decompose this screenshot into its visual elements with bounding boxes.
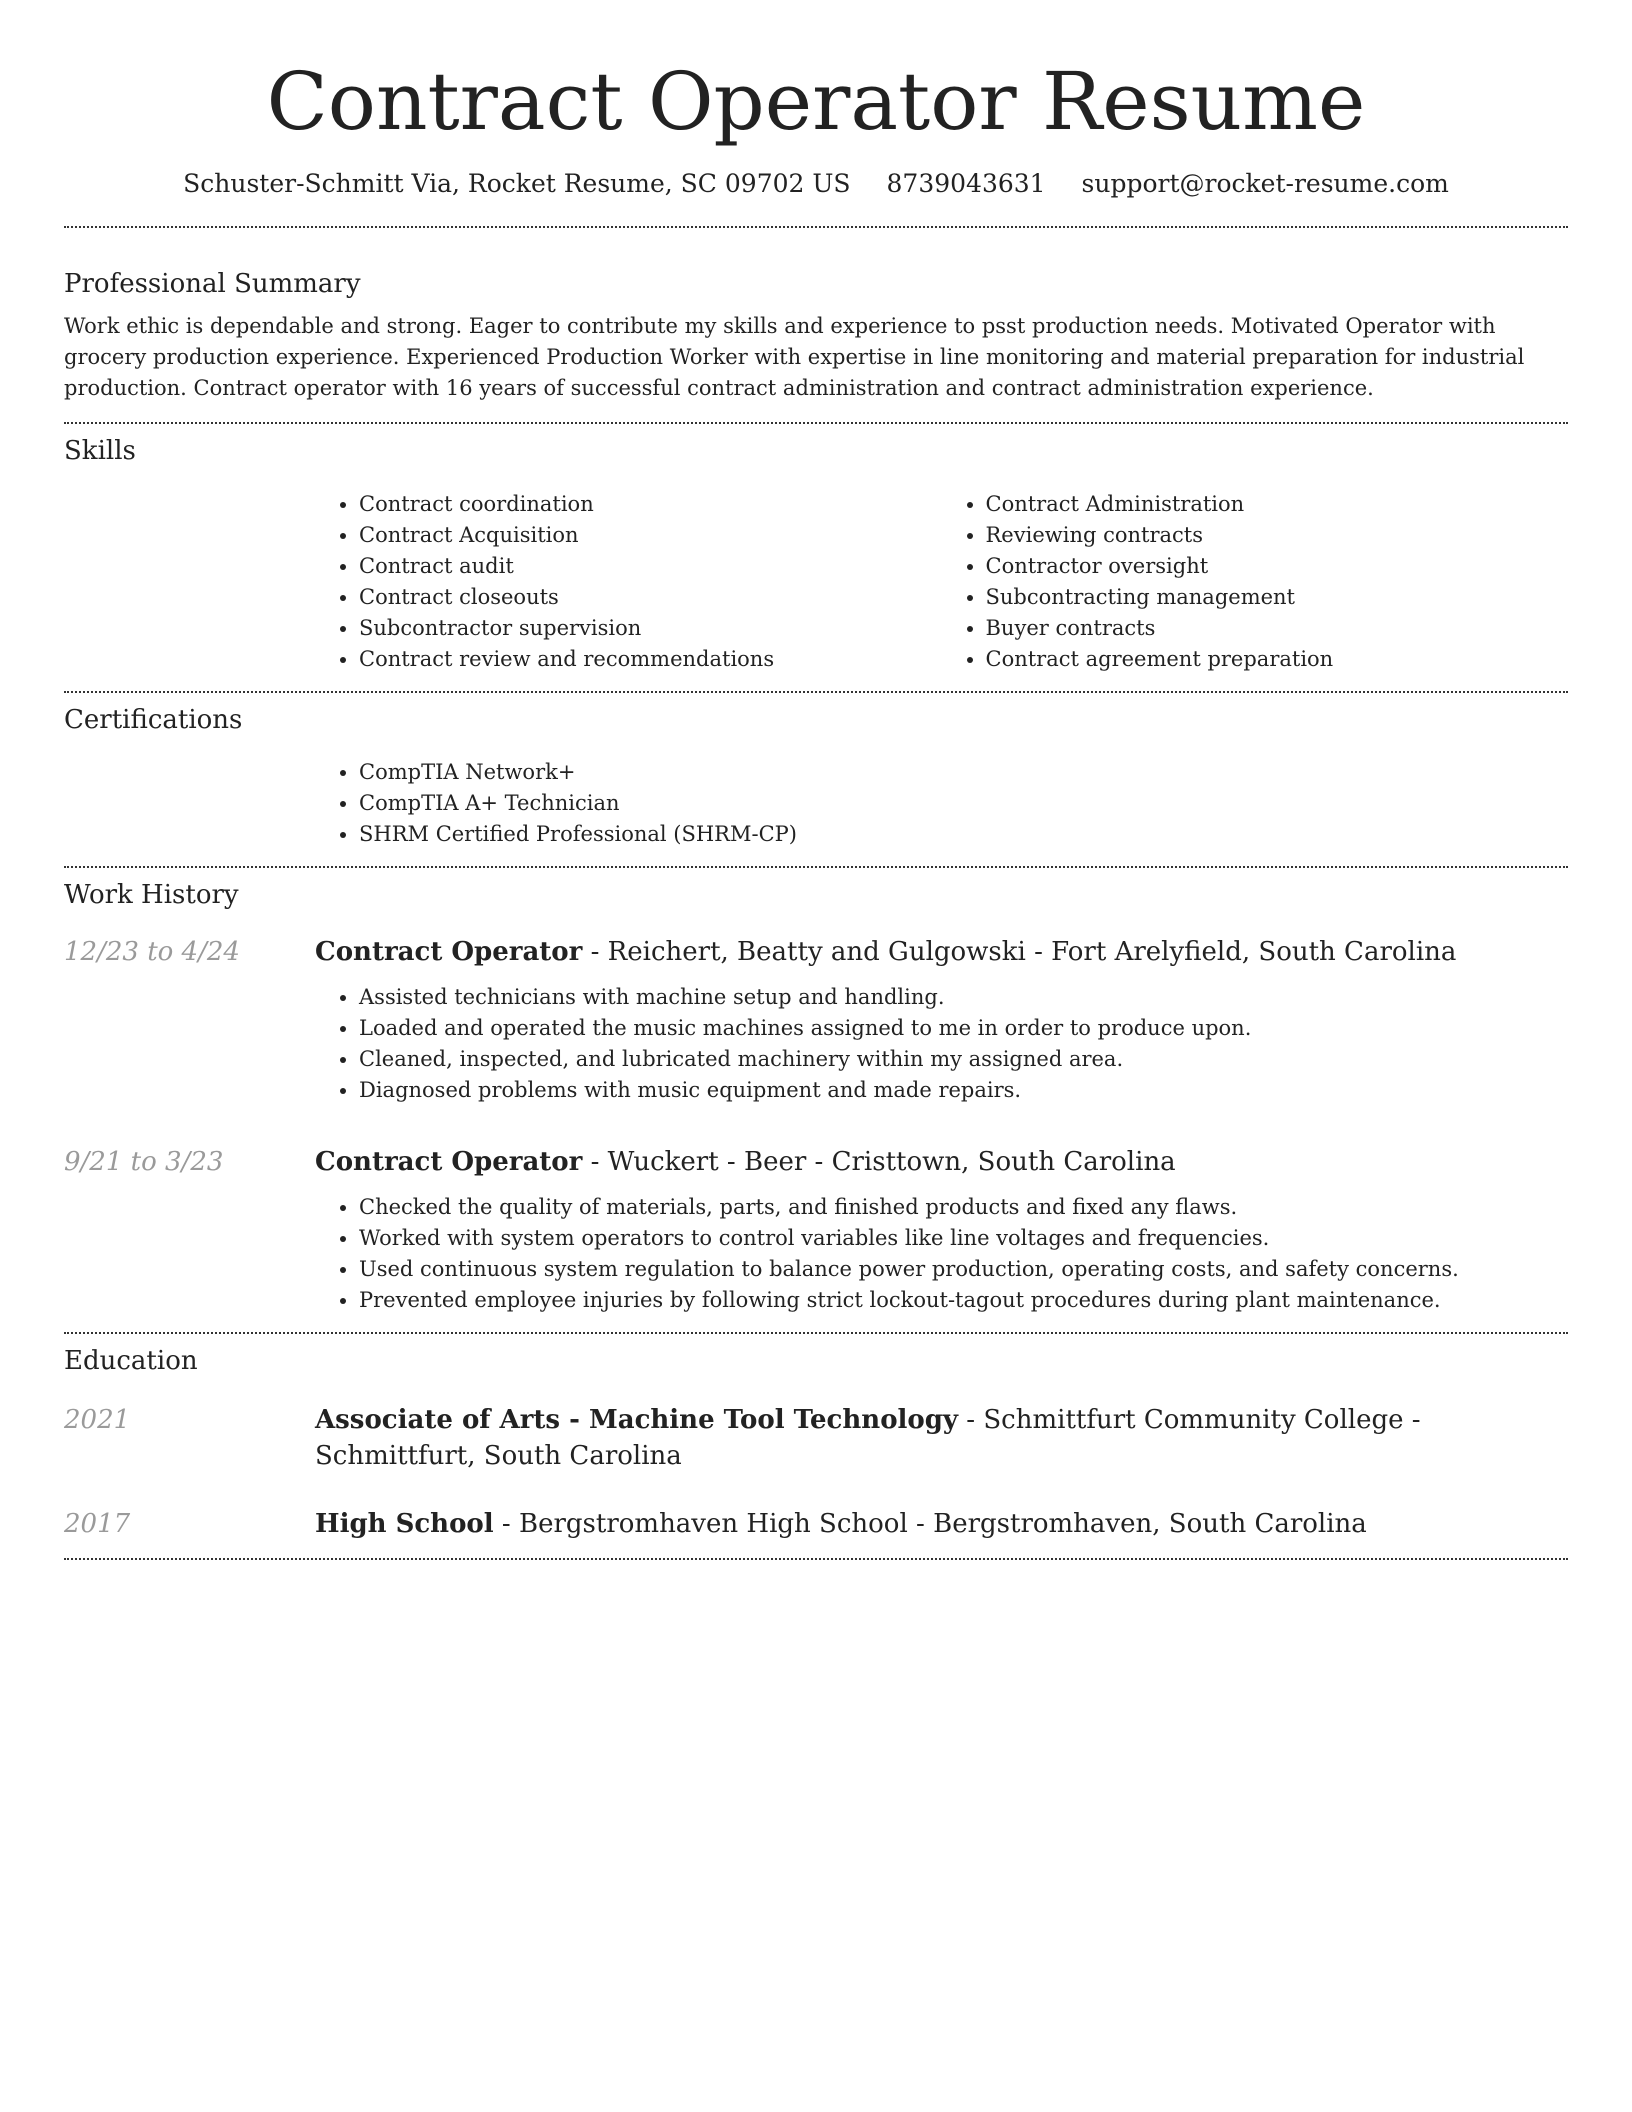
education-date: 2017 xyxy=(64,1509,131,1539)
job-bullets xyxy=(315,982,1568,1106)
divider xyxy=(64,1558,1568,1560)
summary-text: Work ethic is dependable and strong. Eager to contribute my skills and experience to psst production needs. Motivated Operator with grocery production experience. Experienced Production Worker with expertise in line monitoring and material preparation for industrial production. Contract operator with 16 years of successful contract administration and contract administration experience. xyxy=(64,314,1525,400)
job-bullet: • Loaded and operated the music machines assigned to me in order to produce upon. xyxy=(359,1013,1568,1044)
skills-list xyxy=(315,489,1568,675)
section-heading-summary: Professional Summary xyxy=(64,269,361,299)
skill-item: • Buyer contracts xyxy=(986,613,1569,644)
section-heading-skills: Skills xyxy=(64,436,136,466)
skill-item: • Contract Administration xyxy=(986,489,1569,520)
section-heading-education: Education xyxy=(64,1346,198,1376)
education-degree: High School xyxy=(315,1509,494,1539)
education-heading xyxy=(315,1506,1568,1542)
job-bullet: • Worked with system operators to control variables like line voltages and frequencies. xyxy=(359,1223,1568,1254)
skills-column-left xyxy=(315,489,942,675)
contact-line xyxy=(64,166,1568,202)
job-entry xyxy=(64,934,1568,1106)
job-date: 9/21 to 3/23 xyxy=(64,1147,224,1177)
skill-item: • Contract review and recommendations xyxy=(359,644,942,675)
job-heading xyxy=(315,1144,1568,1180)
job-date: 12/23 to 4/24 xyxy=(64,937,240,967)
education-details: - Bergstromhaven High School - Bergstromhaven, South Carolina xyxy=(493,1509,1367,1539)
divider xyxy=(64,866,1568,868)
education-heading xyxy=(315,1402,1568,1474)
skill-item: • Subcontractor supervision xyxy=(359,613,942,644)
education-entry xyxy=(64,1506,1568,1542)
divider xyxy=(64,422,1568,424)
job-bullet: • Diagnosed problems with music equipment and made repairs. xyxy=(359,1075,1568,1106)
job-bullets xyxy=(315,1192,1568,1316)
job-details: - Wuckert - Beer - Cristtown, South Carolina xyxy=(582,1147,1176,1177)
job-bullet: • Prevented employee injuries by following strict lockout-tagout procedures during plant maintenance. xyxy=(359,1285,1568,1316)
education-date: 2021 xyxy=(64,1405,131,1435)
certification-item: • CompTIA Network+ xyxy=(359,757,1568,788)
job-details: - Reichert, Beatty and Gulgowski - Fort Arelyfield, South Carolina xyxy=(582,937,1457,967)
job-entry xyxy=(64,1144,1568,1316)
divider xyxy=(64,1332,1568,1334)
resume-title: Contract Operator Resume xyxy=(266,55,1366,148)
job-title: Contract Operator xyxy=(315,1147,583,1177)
job-bullet: • Cleaned, inspected, and lubricated machinery within my assigned area. xyxy=(359,1044,1568,1075)
job-title: Contract Operator xyxy=(315,937,583,967)
job-heading xyxy=(315,934,1568,970)
job-bullet: • Checked the quality of materials, parts, and finished products and fixed any flaws. xyxy=(359,1192,1568,1223)
job-bullet: • Used continuous system regulation to balance power production, operating costs, and safety concerns. xyxy=(359,1254,1568,1285)
skill-item: • Subcontracting management xyxy=(986,582,1569,613)
job-bullet: • Assisted technicians with machine setup and handling. xyxy=(359,982,1568,1013)
education-details: - Schmittfurt Community College - Schmittfurt, South Carolina xyxy=(315,1405,1421,1471)
skill-item: • Contract audit xyxy=(359,551,942,582)
skill-item: • Contractor oversight xyxy=(986,551,1569,582)
section-heading-certifications: Certifications xyxy=(64,705,243,735)
certification-item: • SHRM Certified Professional (SHRM-CP) xyxy=(359,819,1568,850)
skill-item: • Reviewing contracts xyxy=(986,520,1569,551)
divider xyxy=(64,691,1568,693)
divider xyxy=(64,226,1568,228)
certification-item: • CompTIA A+ Technician xyxy=(359,788,1568,819)
resume-page xyxy=(64,0,1568,1560)
skill-item: • Contract Acquisition xyxy=(359,520,942,551)
contact-address: Schuster-Schmitt Via, Rocket Resume, SC 09702 US xyxy=(183,169,851,198)
skills-column-right xyxy=(942,489,1569,675)
contact-email: support@rocket-resume.com xyxy=(1081,169,1449,198)
skill-item: • Contract closeouts xyxy=(359,582,942,613)
education-degree: Associate of Arts - Machine Tool Technology xyxy=(315,1405,959,1435)
skill-item: • Contract coordination xyxy=(359,489,942,520)
education-entry xyxy=(64,1402,1568,1474)
contact-phone: 8739043631 xyxy=(886,169,1046,198)
skill-item: • Contract agreement preparation xyxy=(986,644,1569,675)
section-heading-work-history: Work History xyxy=(64,880,239,910)
certifications-list xyxy=(315,757,1568,850)
